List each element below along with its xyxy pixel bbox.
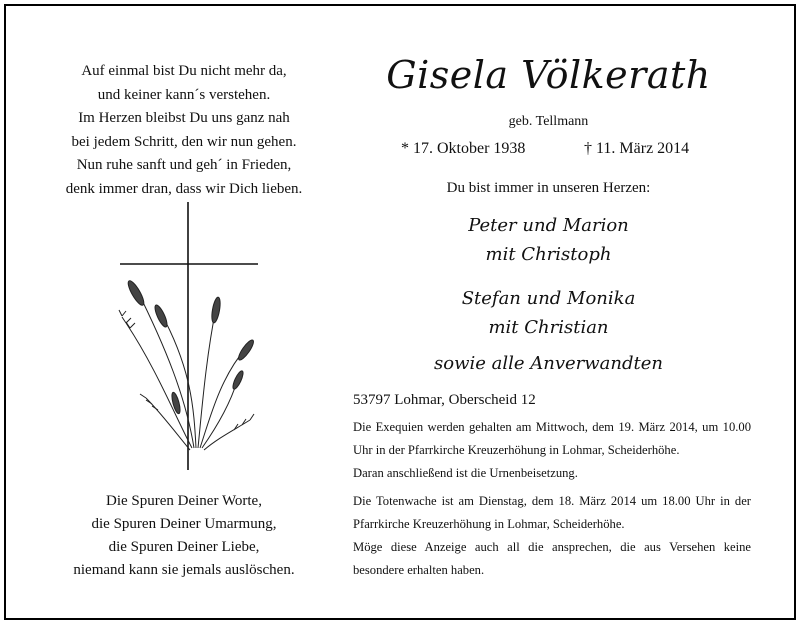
- poem-line: und keiner kann´s verstehen.: [97, 86, 271, 103]
- obituary-card: [4, 4, 796, 620]
- birth-name: geb. Tellmann: [508, 114, 589, 129]
- notice-paragraph: Die Totenwache ist am Dienstag, dem 18. März 2014 um 18.00 Uhr in der Pfarrkirche Kreuzerhöhung in Lohmar, Scheiderhöhe.: [353, 494, 751, 531]
- poem-line: niemand kann sie jemals auslöschen.: [73, 562, 295, 578]
- notice-paragraph: Möge diese Anzeige auch all die ansprechen, die aus Versehen keine besondere erhalten haben.: [353, 540, 751, 577]
- family-line: mit Christian: [488, 317, 609, 338]
- family-line: Stefan und Monika: [461, 288, 636, 309]
- family-line: sowie alle Anverwandten: [434, 353, 663, 374]
- poem-top: [44, 60, 324, 201]
- poem-line: Nun ruhe sanft und geh´ in Frieden,: [76, 157, 292, 173]
- family-line: mit Christoph: [485, 244, 612, 265]
- poem-bottom: [44, 490, 324, 582]
- death-date: † 11. März 2014: [584, 140, 690, 157]
- address: 53797 Lohmar, Oberscheid 12: [353, 392, 536, 408]
- family-group: [376, 284, 721, 342]
- poem-line: Auf einmal bist Du nicht mehr da,: [81, 63, 287, 79]
- cross-icon: [120, 202, 258, 470]
- poem-line: die Spuren Deiner Umarmung,: [91, 516, 277, 532]
- poem-line: denk immer dran, dass wir Dich lieben.: [65, 180, 303, 197]
- cross-with-wheat-illustration: [106, 198, 266, 473]
- poem-line: Im Herzen bleibst Du uns ganz nah: [78, 110, 290, 126]
- poem-line: Die Spuren Deiner Worte,: [106, 493, 262, 509]
- family-group: [376, 349, 721, 378]
- intro-line: Du bist immer in unseren Herzen:: [446, 180, 651, 196]
- birth-date: * 17. Oktober 1938: [401, 140, 526, 157]
- family-group: [376, 211, 721, 269]
- poem-line: die Spuren Deiner Liebe,: [108, 539, 260, 555]
- deceased-name: Gisela Völkerath: [386, 53, 711, 97]
- poem-line: bei jedem Schritt, den wir nun gehen.: [71, 133, 297, 150]
- family-line: Peter und Marion: [468, 215, 629, 236]
- notice-paragraph: Daran anschließend ist die Urnenbeisetzung.: [353, 466, 578, 480]
- notice-paragraph: Die Exequien werden gehalten am Mittwoch, dem 19. März 2014, um 10.00 Uhr in der Pfarrkirche Kreuzerhöhung in Lohmar, Scheiderhöhe.: [353, 420, 751, 457]
